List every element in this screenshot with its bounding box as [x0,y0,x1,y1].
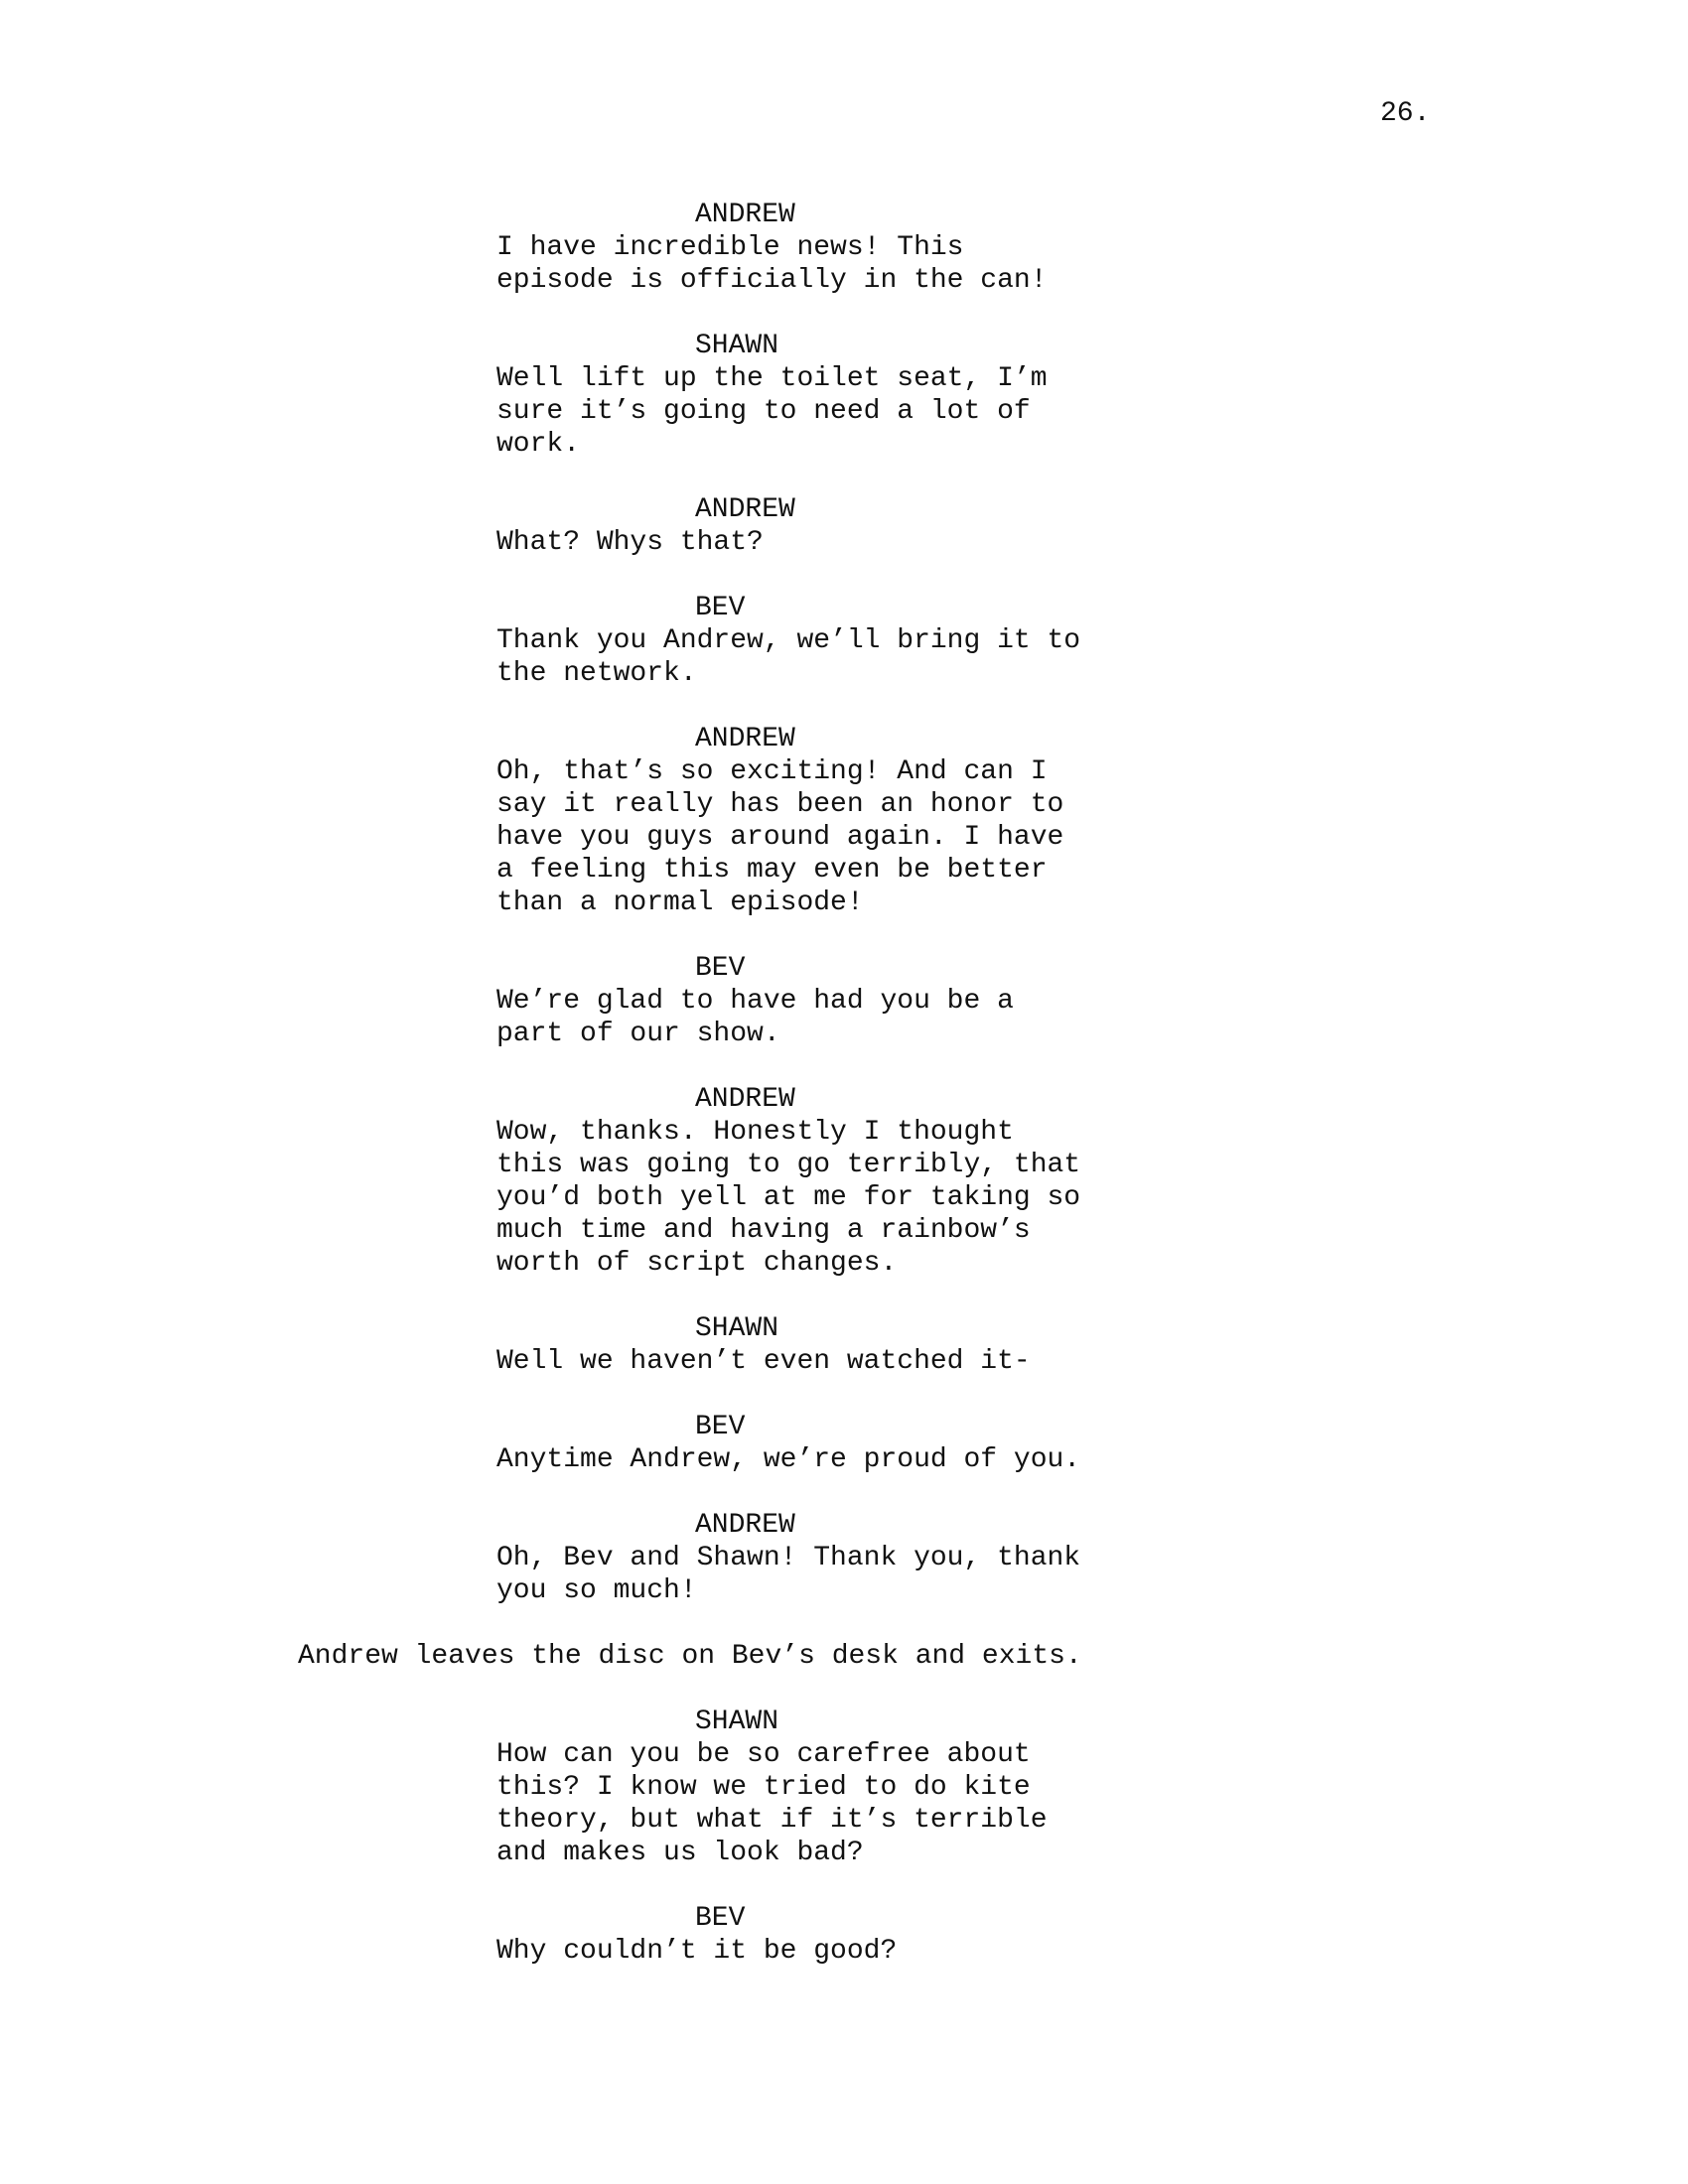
dialogue-line: a feeling this may even be better [496,855,1048,886]
dialogue-line: the network. [496,658,697,689]
character-name: ANDREW [695,1510,795,1541]
dialogue-line: and makes us look bad? [496,1838,864,1868]
dialogue-line: Why couldn’t it be good? [496,1936,898,1967]
dialogue-line: part of our show. [496,1019,780,1049]
character-name: BEV [695,593,746,623]
dialogue-line: What? Whys that? [496,527,764,558]
dialogue-line: say it really has been an honor to [496,789,1064,820]
character-name: BEV [695,1903,746,1934]
dialogue-line: I have incredible news! This [496,232,964,263]
character-name: ANDREW [695,724,795,754]
dialogue-line: worth of script changes. [496,1248,898,1279]
dialogue-line: Well lift up the toilet seat, I’m [496,363,1048,394]
dialogue-line: sure it’s going to need a lot of [496,396,1031,427]
dialogue-line: Wow, thanks. Honestly I thought [496,1117,1014,1148]
dialogue-line: theory, but what if it’s terrible [496,1805,1048,1836]
dialogue-line: Anytime Andrew, we’re proud of you. [496,1444,1081,1475]
character-name: BEV [695,1412,746,1442]
dialogue-line: have you guys around again. I have [496,822,1064,853]
action-line: Andrew leaves the disc on Bev’s desk and exits. [298,1641,1082,1672]
dialogue-line: you’d both yell at me for taking so [496,1182,1081,1213]
dialogue-line: We’re glad to have had you be a [496,986,1014,1017]
dialogue-line: this? I know we tried to do kite [496,1772,1031,1803]
character-name: SHAWN [695,331,779,361]
dialogue-line: Oh, Bev and Shawn! Thank you, thank [496,1543,1081,1573]
character-name: ANDREW [695,494,795,525]
dialogue-line: episode is officially in the can! [496,265,1048,296]
character-name: BEV [695,953,746,984]
dialogue-line: than a normal episode! [496,887,864,918]
character-name: SHAWN [695,1706,779,1737]
dialogue-line: Thank you Andrew, we’ll bring it to [496,625,1081,656]
page-number: 26. [1380,98,1431,129]
character-name: ANDREW [695,200,795,230]
dialogue-line: much time and having a rainbow’s [496,1215,1031,1246]
dialogue-line: work. [496,429,581,460]
dialogue-line: you so much! [496,1575,697,1606]
dialogue-line: Oh, that’s so exciting! And can I [496,756,1048,787]
character-name: ANDREW [695,1084,795,1115]
dialogue-line: this was going to go terribly, that [496,1150,1081,1180]
dialogue-line: Well we haven’t even watched it- [496,1346,1031,1377]
character-name: SHAWN [695,1313,779,1344]
dialogue-line: How can you be so carefree about [496,1739,1031,1770]
